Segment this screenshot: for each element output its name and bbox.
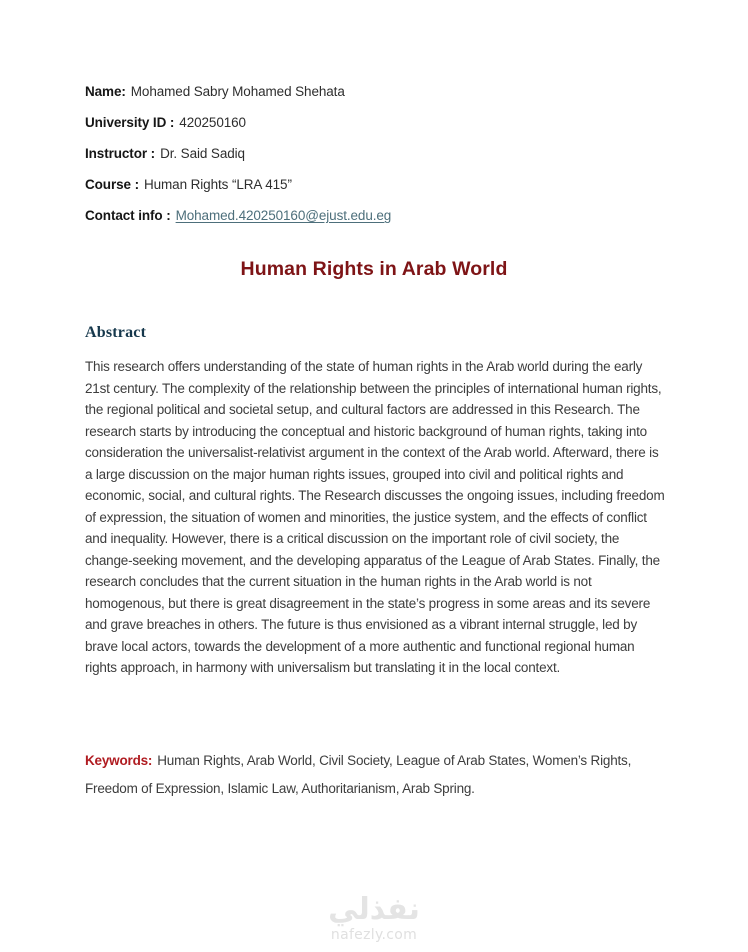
watermark bbox=[0, 893, 748, 943]
contact-info-label: Contact info : bbox=[85, 208, 171, 223]
name-value: Mohamed Sabry Mohamed Shehata bbox=[130, 84, 345, 99]
keywords-text: Human Rights, Arab World, Civil Society, League of Arab States, Women’s Rights, Freedom of Expression, Islamic Law, Authoritarianism, Arab Spring. bbox=[85, 753, 632, 796]
instructor-value: Dr. Said Sadiq bbox=[160, 146, 245, 161]
abstract-body-text: This research offers understanding of the state of human rights in the Arab world during the early 21st century. The complexity of the relationship between the principles of international human rights, the regional political and societal setup, and cultural factors are addressed in this Research. The research starts by introducing the conceptual and historic background of human rights, taking into consideration the universalist-relativist argument in the context of the Arab world. Afterward, there is a large discussion on the major human rights issues, grouped into civil and political rights and economic, social, and cultural rights. The Research discusses the ongoing issues, including freedom of expression, the situation of women and minorities, the justice system, and the effects of conflict and inequality. However, there is a critical discussion on the important role of civil society, the change-seeking movement, and the developing apparatus of the League of Arab States. Finally, the research concludes that the current situation in the human rights in the Arab world is not homogenous, but there is great disagreement in the state’s progress in some areas and its severe and grave breaches in others. The future is thus envisioned as a vibrant internal struggle, led by brave local actors, towards the development of a more authentic and functional regional human rights approach, in harmony with universalism but translating it in the local context. bbox=[85, 359, 665, 675]
course-label: Course : bbox=[85, 177, 139, 192]
nafezly-domain-text: nafezly.com bbox=[330, 927, 418, 943]
university-id-value: 420250160 bbox=[179, 115, 246, 130]
keywords-label: Keywords: bbox=[85, 753, 153, 768]
paper-title: Human Rights in Arab World bbox=[240, 258, 508, 280]
name-label: Name: bbox=[85, 84, 126, 99]
info-line-contact bbox=[85, 200, 665, 231]
university-id-label: University ID : bbox=[85, 115, 175, 130]
instructor-label: Instructor : bbox=[85, 146, 156, 161]
nafezly-arabic-logo: نفذلي bbox=[328, 892, 420, 927]
email-link[interactable]: Mohamed.420250160@ejust.edu.eg bbox=[175, 208, 392, 223]
info-line-course bbox=[85, 169, 665, 200]
info-line-name bbox=[85, 76, 665, 107]
student-info-block bbox=[85, 76, 665, 231]
abstract-heading: Abstract bbox=[85, 324, 147, 341]
info-line-instructor bbox=[85, 138, 665, 169]
course-value: Human Rights “LRA 415” bbox=[143, 177, 292, 192]
keywords-block bbox=[85, 747, 665, 803]
info-line-university-id bbox=[85, 107, 665, 138]
